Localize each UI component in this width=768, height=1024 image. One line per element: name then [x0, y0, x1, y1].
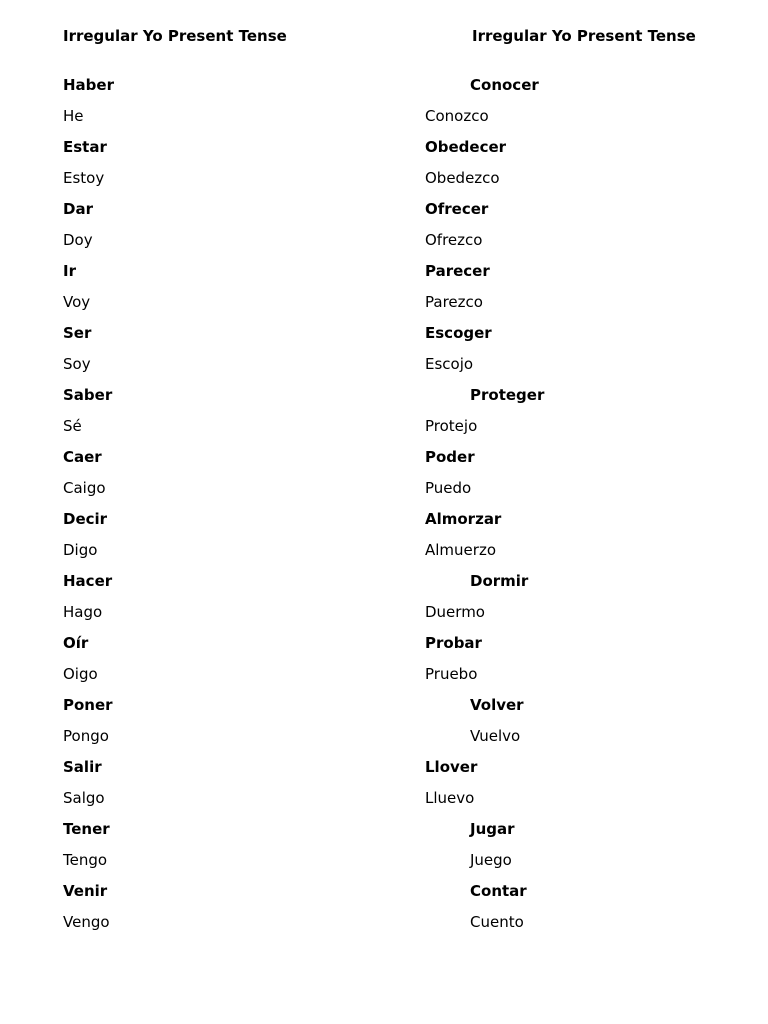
verb-yo-form: Caigo: [63, 479, 106, 497]
verb-yo-form: Cuento: [470, 913, 524, 931]
verb-yo-form: Salgo: [63, 789, 105, 807]
verb-infinitive: Ser: [63, 324, 92, 342]
verb-yo-form: Duermo: [425, 603, 485, 621]
verb-infinitive: Decir: [63, 510, 108, 528]
verb-infinitive: Tener: [63, 820, 110, 838]
verb-yo-form: Almuerzo: [425, 541, 496, 559]
verb-infinitive: Escoger: [425, 324, 492, 342]
verb-infinitive: Haber: [63, 76, 114, 94]
verb-yo-form: Parezco: [425, 293, 483, 311]
verb-yo-form: Obedezco: [425, 169, 500, 187]
verb-infinitive: Poner: [63, 696, 113, 714]
verb-infinitive: Salir: [63, 758, 102, 776]
verb-infinitive: Poder: [425, 448, 475, 466]
verb-infinitive: Jugar: [470, 820, 515, 838]
left-verb-list: [63, 76, 114, 944]
left-column-heading: Irregular Yo Present Tense: [63, 27, 287, 45]
verb-infinitive: Parecer: [425, 262, 490, 280]
verb-infinitive: Probar: [425, 634, 482, 652]
verb-yo-form: Voy: [63, 293, 91, 311]
verb-infinitive: Dar: [63, 200, 93, 218]
verb-infinitive: Obedecer: [425, 138, 507, 156]
verb-yo-form: Pruebo: [425, 665, 478, 683]
verb-yo-form: Pongo: [63, 727, 109, 745]
verb-yo-form: Soy: [63, 355, 91, 373]
verb-yo-form: Juego: [470, 851, 512, 869]
verb-yo-form: Vuelvo: [470, 727, 521, 745]
verb-infinitive: Hacer: [63, 572, 113, 590]
verb-infinitive: Dormir: [470, 572, 529, 590]
verb-yo-form: Sé: [63, 417, 82, 435]
verb-infinitive: Volver: [470, 696, 524, 714]
verb-yo-form: Doy: [63, 231, 93, 249]
verb-infinitive: Ofrecer: [425, 200, 489, 218]
verb-infinitive: Estar: [63, 138, 107, 156]
verb-yo-form: Lluevo: [425, 789, 475, 807]
verb-infinitive: Almorzar: [425, 510, 502, 528]
verb-infinitive: Caer: [63, 448, 102, 466]
verb-infinitive: Proteger: [470, 386, 545, 404]
verb-yo-form: Estoy: [63, 169, 105, 187]
verb-yo-form: Escojo: [425, 355, 474, 373]
verb-infinitive: Contar: [470, 882, 527, 900]
verb-yo-form: Puedo: [425, 479, 472, 497]
verb-infinitive: Venir: [63, 882, 108, 900]
verb-infinitive: Saber: [63, 386, 113, 404]
verb-infinitive: Ir: [63, 262, 76, 280]
verb-yo-form: Conozco: [425, 107, 489, 125]
verb-yo-form: Ofrezco: [425, 231, 483, 249]
verb-infinitive: Conocer: [470, 76, 539, 94]
verb-yo-form: Digo: [63, 541, 98, 559]
verb-yo-form: Oigo: [63, 665, 98, 683]
verb-yo-form: He: [63, 107, 84, 125]
verb-infinitive: Llover: [425, 758, 478, 776]
verb-yo-form: Vengo: [63, 913, 110, 931]
verb-yo-form: Tengo: [63, 851, 108, 869]
right-verb-list: [425, 76, 544, 944]
verb-infinitive: Oír: [63, 634, 89, 652]
verb-yo-form: Protejo: [425, 417, 478, 435]
verb-yo-form: Hago: [63, 603, 103, 621]
right-column-heading: Irregular Yo Present Tense: [472, 27, 696, 45]
